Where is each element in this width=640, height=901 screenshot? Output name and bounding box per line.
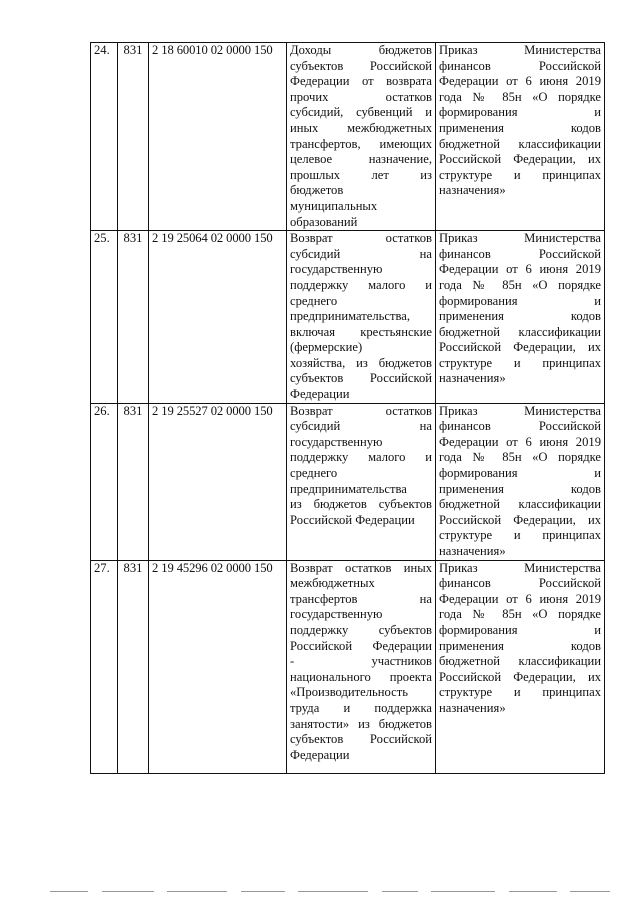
income-description-line: Федерации от возврата xyxy=(290,74,432,89)
income-description-line: поддержку малого и xyxy=(290,277,432,292)
legal-basis-line: бюджетной классификации xyxy=(439,497,601,512)
legal-basis-line: назначения» xyxy=(439,371,506,386)
legal-basis xyxy=(436,231,605,404)
budget-classification-code: 2 18 60010 02 0000 150 xyxy=(149,43,287,231)
legal-basis-line: Федерации от 6 июня 2019 xyxy=(439,74,601,89)
income-description-line: Российской Федерации xyxy=(290,638,432,653)
legal-basis-line: назначения» xyxy=(439,700,506,715)
legal-basis-line: назначения» xyxy=(439,183,506,198)
income-description-line: субсидий на xyxy=(290,246,432,261)
budget-code-table xyxy=(90,42,605,774)
income-description-line: включая крестьянские xyxy=(290,324,432,339)
legal-basis-line: структуре и принципах xyxy=(439,355,601,370)
income-description-line: субъектов Российской xyxy=(290,58,432,73)
row-number: 26. xyxy=(91,403,118,560)
legal-basis-line: назначения» xyxy=(439,544,506,558)
legal-basis-line: формирования и xyxy=(439,622,601,637)
legal-basis-line: Приказ Министерства xyxy=(439,43,601,57)
income-description-line: Доходы бюджетов xyxy=(290,43,432,57)
income-description-line: труда и поддержка xyxy=(290,700,432,715)
income-description-line: Федерации xyxy=(290,747,350,762)
income-description-line: среднего xyxy=(290,466,338,481)
legal-basis-line: Федерации от 6 июня 2019 xyxy=(439,262,601,277)
income-description-line: (фермерские) xyxy=(290,340,363,355)
income-description-line: Федерации xyxy=(290,387,350,402)
income-description-line: трансфертов, имеющих xyxy=(290,136,432,151)
legal-basis-line: финансов Российской xyxy=(439,58,601,73)
legal-basis-line: Российской Федерации, их xyxy=(439,340,601,355)
budget-classification-code: 2 19 25064 02 0000 150 xyxy=(149,231,287,404)
legal-basis-line: применения кодов xyxy=(439,481,601,496)
income-description-line: - участников xyxy=(290,654,432,669)
legal-basis-line: применения кодов xyxy=(439,120,601,135)
legal-basis-line: Российской Федерации, их xyxy=(439,512,601,527)
income-description-line: прочих остатков xyxy=(290,89,432,104)
legal-basis-line: финансов Российской xyxy=(439,246,601,261)
legal-basis-line: года № 85н «О порядке xyxy=(439,607,601,622)
row-number: 25. xyxy=(91,231,118,404)
income-description-line: целевое назначение, xyxy=(290,152,432,167)
income-description-line: среднего xyxy=(290,293,338,308)
table-row xyxy=(91,403,605,560)
income-description-line: государственную xyxy=(290,262,383,277)
legal-basis-line: применения кодов xyxy=(439,309,601,324)
income-description-line: Возврат остатков иных xyxy=(290,560,432,575)
income-description-line: из бюджетов субъектов xyxy=(290,497,432,512)
administrator-code: 831 xyxy=(118,43,149,231)
table-row xyxy=(91,231,605,404)
table-row xyxy=(91,560,605,773)
legal-basis-line: бюджетной классификации xyxy=(439,136,601,151)
income-description xyxy=(287,403,436,560)
legal-basis-line: бюджетной классификации xyxy=(439,324,601,339)
row-number: 24. xyxy=(91,43,118,231)
income-description xyxy=(287,560,436,773)
legal-basis-line: финансов Российской xyxy=(439,576,601,591)
legal-basis-line: года № 85н «О порядке xyxy=(439,450,601,465)
income-description-line: муниципальных xyxy=(290,198,378,213)
income-description-line: хозяйства, из бюджетов xyxy=(290,355,432,370)
legal-basis xyxy=(436,560,605,773)
legal-basis-line: года № 85н «О порядке xyxy=(439,277,601,292)
income-description-line: иных межбюджетных xyxy=(290,120,432,135)
legal-basis-line: Федерации от 6 июня 2019 xyxy=(439,434,601,449)
legal-basis-line: финансов Российской xyxy=(439,419,601,434)
income-description-line: «Производительность xyxy=(290,685,408,700)
income-description xyxy=(287,43,436,231)
income-description-line: прошлых лет из xyxy=(290,167,432,182)
table-row xyxy=(91,43,605,231)
legal-basis-line: формирования и xyxy=(439,293,601,308)
income-description-line: Возврат остатков xyxy=(290,231,432,246)
income-description-line: трансфертов на xyxy=(290,591,432,606)
administrator-code: 831 xyxy=(118,560,149,773)
legal-basis-line: Приказ Министерства xyxy=(439,231,601,246)
income-description-line: государственную xyxy=(290,434,383,449)
income-description-line: поддержку субъектов xyxy=(290,622,432,637)
legal-basis-line: Российской Федерации, их xyxy=(439,152,601,167)
administrator-code: 831 xyxy=(118,231,149,404)
income-description xyxy=(287,231,436,404)
budget-classification-code: 2 19 25527 02 0000 150 xyxy=(149,403,287,560)
legal-basis-line: Российской Федерации, их xyxy=(439,669,601,684)
table-body xyxy=(91,43,605,774)
legal-basis-line: Федерации от 6 июня 2019 xyxy=(439,591,601,606)
income-description-line: Российской Федерации xyxy=(290,512,415,527)
legal-basis-line: применения кодов xyxy=(439,638,601,653)
income-description-line: субъектов Российской xyxy=(290,732,432,747)
legal-basis-line: года № 85н «О порядке xyxy=(439,89,601,104)
income-description-line: субъектов Российской xyxy=(290,371,432,386)
administrator-code: 831 xyxy=(118,403,149,560)
legal-basis-line: Приказ Министерства xyxy=(439,403,601,418)
legal-basis-line: формирования и xyxy=(439,466,601,481)
legal-basis-line: структуре и принципах xyxy=(439,528,601,543)
income-description-line: национального проекта xyxy=(290,669,432,684)
income-description-line: бюджетов xyxy=(290,183,344,198)
income-description-line: государственную xyxy=(290,607,383,622)
income-description-line: межбюджетных xyxy=(290,576,375,591)
income-description-line: предпринимательства, xyxy=(290,309,411,324)
income-description-line: предпринимательства xyxy=(290,481,407,496)
income-description-line: занятости» из бюджетов xyxy=(290,716,432,731)
legal-basis-line: бюджетной классификации xyxy=(439,654,601,669)
row-number: 27. xyxy=(91,560,118,773)
legal-basis xyxy=(436,43,605,231)
income-description-line: поддержку малого и xyxy=(290,450,432,465)
income-description-line: субсидий на xyxy=(290,419,432,434)
income-description-line: субсидий, субвенций и xyxy=(290,105,432,120)
legal-basis-line: Приказ Министерства xyxy=(439,560,601,575)
income-description-line: Возврат остатков xyxy=(290,403,432,418)
legal-basis-line: структуре и принципах xyxy=(439,685,601,700)
legal-basis-line: формирования и xyxy=(439,105,601,120)
income-description-line: образований xyxy=(290,214,358,229)
budget-classification-code: 2 19 45296 02 0000 150 xyxy=(149,560,287,773)
page-bottom-scan-marks xyxy=(50,889,610,893)
legal-basis-line: структуре и принципах xyxy=(439,167,601,182)
legal-basis xyxy=(436,403,605,560)
